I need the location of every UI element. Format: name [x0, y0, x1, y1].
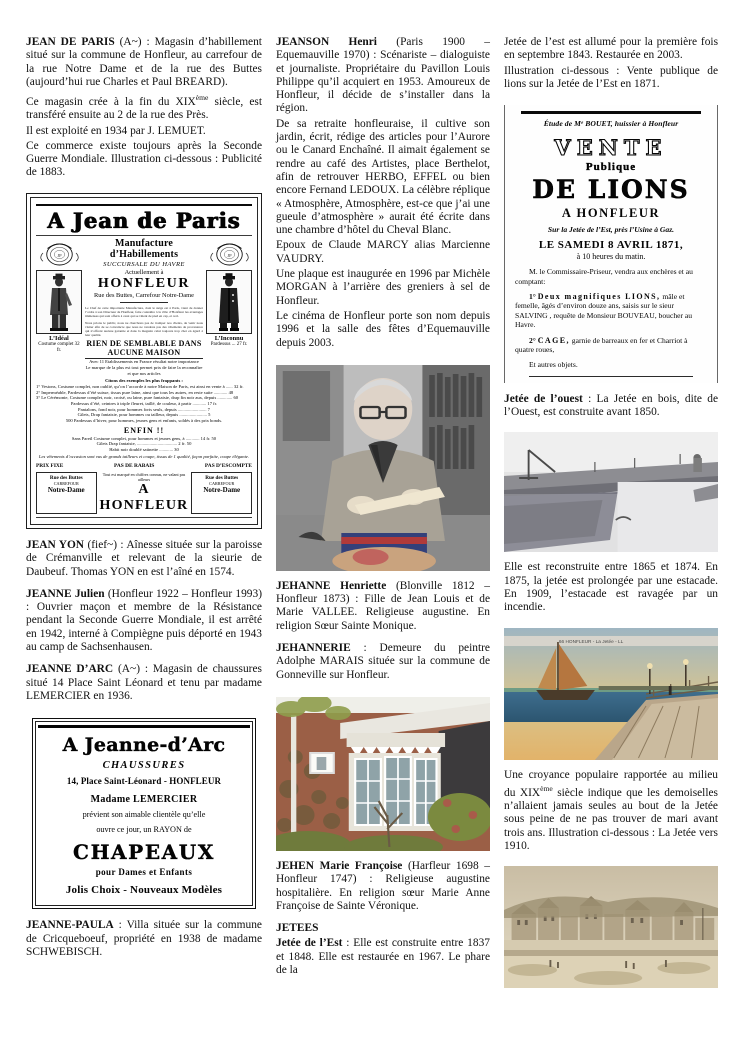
poster-lot-1: [515, 292, 707, 330]
entry-body: Une croyance populaire rapportée au milieu du XIXème siècle indique que les demoiselles n’allaient jamais seules au bout de la Jetée sous peine de ne pas trouver de mari avant trois ans. Illustration ci-dessous : La Jetée vers 1910.: [504, 768, 718, 852]
advert-paragraph-2: Nous prions le public, nous ne cherchons pas de tromper nos clients, de venir nous visiter afin de se convaincre que nous ne vendons pas des vêtements de provenance qui n’offrent aucune garantie et dans la magasin celui toujours trop cher en égard à leur qualité.: [85, 321, 203, 338]
advert-term-pas-descompte: PAS D’ESCOMPTE: [204, 462, 252, 469]
advert-actuellement-line: Actuellement à: [124, 268, 164, 276]
footer-notre-dame: Notre-Dame: [47, 485, 85, 494]
column-middle: [276, 36, 490, 1030]
entry-body: Epoux de Claude MARCY alias Marcienne VAUDRY.: [276, 239, 490, 265]
headword: JEAN DE PARIS: [26, 36, 115, 48]
advert-address: 14, Place Saint-Léonard - HONFLEUR: [66, 776, 222, 787]
entry-jean-de-paris-3: [26, 125, 262, 138]
entry-body: Ce magasin crée à la fin du XIXème siècle, est transféré ensuite au 2 de la rue des Près.: [26, 93, 262, 122]
entry-jean-yon: [26, 539, 262, 579]
entry-jehannerie: [276, 642, 490, 682]
section-heading: JETEES: [276, 922, 319, 935]
advert-manufacture-line: Manufacture d’Habillements: [109, 237, 179, 260]
poster-vente-word: VENTE: [554, 135, 668, 161]
advert-band-heading: RIEN DE SEMBLABLE DANS AUCUNE MAISON: [86, 339, 202, 358]
figure-right-label: L’Inconnu: [214, 334, 244, 342]
divider: [36, 517, 252, 518]
qualifier: (Honfleur 1922 – Honfleur 1993) :: [26, 587, 262, 614]
photo-henri-jeanson: [276, 365, 490, 571]
lot-body: mâle et femelle, âgés d’environ douze ans, saisis sur le sieur SALVING , requête de Monsieur BOUVEAU, boucher au Havre.: [515, 292, 693, 330]
qualifier: (Paris 1900 – Equemauville 1970) :: [276, 36, 490, 62]
advert-audience: pour Dames et Enfants: [95, 867, 193, 878]
advert-footer-middle: [100, 472, 189, 514]
headword: Jetée de l’ouest: [504, 392, 583, 405]
entry-body: Villa située sur la commune de Cricqueboeuf, propriété en 1938 de madame SCHWEBISCH.: [26, 919, 262, 958]
entry-body: Illustration ci-dessous : Vente publique de lions sur la Jetée de l’Est en 1871.: [504, 64, 718, 90]
advert-jean-de-paris: [26, 193, 262, 529]
entry-jeanne-paula: [26, 919, 262, 959]
poster-lot-3: Et autres objets.: [529, 360, 578, 370]
divider: [36, 204, 252, 206]
poster-commissaire-text: M. le Commissaire-Priseur, vendra aux enchères et au comptant:: [515, 267, 693, 286]
advert-price-line-0: 1° Vestons, Costume complet, non oublié, qu’on l’accorde à notre Maison de Paris, est ainsi en vente à ...... 32 fr.: [36, 383, 244, 389]
poster-date: LE SAMEDI 8 AVRIL 1871,: [538, 239, 684, 252]
poster-lot-2: [515, 336, 707, 355]
qualifier: (Blonville 1812 – Honfleur 1873) :: [276, 579, 490, 606]
advert-center-text: [85, 238, 203, 376]
advert-line-1: prévient son aimable clientèle qu’elle: [82, 810, 206, 820]
advert-enfin-line-2: Habit noir doublé satinette ............ 30: [109, 446, 179, 452]
footer-small-note: Tout est marqué en chiffres connus, ne valant pas ailleurs: [102, 471, 186, 482]
poster-publique-word: Publique: [585, 161, 637, 174]
entry-body: Religieuse augustine hospitalière. En religion sœur Marie Anne Françoise de Sainte Véronique.: [276, 873, 490, 912]
advert-title: A Jean de Paris: [47, 207, 241, 233]
headword: JEANNE-PAULA: [26, 919, 114, 932]
advert-price-line-3: Pardessus d’été, ceintres à triple fleuret, taillé, de couleur, à partir ............ 17 fr.: [70, 401, 218, 407]
advert-terms-row: [36, 463, 252, 469]
advert-heading-block: [85, 238, 203, 303]
portrait-photo-icon: [276, 365, 490, 571]
entry-body: Une plaque est inaugurée en 1996 par Michèle MORGAN à l’arrière des greniers à sel de Honfleur.: [276, 268, 490, 307]
lot-number: 2°: [529, 335, 536, 345]
photo-jetee-1910: [504, 866, 718, 988]
advert-tagline: Jolis Choix - Nouveaux Modèles: [65, 884, 223, 897]
entry-jehen-marie-francoise: [276, 860, 490, 913]
divider: [120, 302, 167, 303]
figure-left-sublabel: Costume complet 32 fr.: [38, 341, 80, 353]
figure-right-sublabel: Pardessus ... 27 fr.: [210, 341, 248, 347]
advert-figure-left: [36, 238, 82, 354]
photo-jehannerie: [276, 697, 490, 851]
entry-jean-de-paris-4: [26, 140, 262, 180]
advert-price-line-5: Gilets, Drap fantaisie, pour hommes ou tailleur, depuis ........................ 5: [77, 412, 211, 418]
advert-footer-row: [36, 472, 252, 514]
lot-body: garnie de barreaux en fer et Charriot à quatre roues,: [515, 335, 688, 355]
advert-price-line-6: 500 Pardessus d’hiver, pour hommes, jeunes gens et enfants, soldés à des prix bonds.: [65, 417, 223, 423]
entry-body: Ouvrier maçon et membre de la Résistance pendant la Seconde Guerre Mondiale, il est arrêté en 1942, interné à Compiègne puis déporté en 1943 au camp de Sachsenhausen.: [26, 601, 262, 654]
man-in-overcoat-icon: [207, 271, 251, 333]
entry-jeanson-henri: [276, 36, 490, 116]
qualifier: :: [363, 642, 367, 655]
photo-jetee-voilier: [504, 628, 718, 760]
footer-carrefour: CARREFOUR: [53, 480, 79, 486]
entry-jeanne-julien: [26, 588, 262, 654]
entry-jeanson-5: [276, 310, 490, 350]
advert-inner: [35, 721, 253, 906]
headword: JEAN YON: [26, 538, 85, 551]
medal-crest-icon: [207, 238, 252, 268]
footer-notre-dame: Notre-Dame: [203, 485, 241, 494]
poster-a-honfleur: A HONFLEUR: [561, 206, 661, 221]
sailboat-pier-postcard-icon: [504, 628, 718, 760]
poster-etude-line: Étude de Mᵉ BOUET, huissier à Honfleur: [543, 119, 679, 129]
qualifier: :: [118, 919, 122, 932]
figure-left-label: L’Idéal: [49, 334, 69, 342]
entry-jeanne-d-arc: [26, 663, 262, 703]
entry-body: Aînesse située sur la paroisse de Crémanville et relevant de la sieurie de Daubeuf. Thomas YON en est l’aîné en 1574.: [26, 538, 262, 578]
advert-band-sub: Avec 11 Etablissements en France résultat notre importance: [89, 359, 199, 365]
man-in-suit-icon: [37, 271, 81, 333]
entry-body: Magasin de chaussures situé 14 Place Saint Léonard et tenu par madame LEMERCIER en 1936.: [26, 663, 262, 702]
advert-price-line-2: 3° Le Cérémonie, Costume complet, noir, croisé, ou laine, pure fantaisie, drap fin noir aux, depuis ............. 60: [36, 395, 239, 401]
entry-body: Il est exploité en 1934 par J. LEMUET.: [26, 124, 206, 137]
entry-body: Magasin d’habillement situé sur la commune de Honfleur, au carrefour de la rue Notre Dame et de la rue des Buttes (aujourd’hui rue Charles et Paul BREARD).: [26, 36, 262, 88]
entry-jeanson-3: [276, 239, 490, 266]
lot-title: Deux magnifiques LIONS,: [537, 292, 661, 301]
advert-enfin-heading: ENFIN !!: [123, 425, 165, 435]
ordinal-suffix: ème: [195, 93, 209, 103]
entry-body: Scénariste – dialoguiste et journaliste. Propriétaire du Pavillon Louis Philippe qu’il acquiert en 1953. Amoureux de Honfleur, il décide de s’installer dans la région.: [276, 49, 490, 115]
advert-inner: [30, 197, 258, 525]
footer-carrefour: CARREFOUR: [209, 480, 235, 486]
lot-title: CAGE,: [537, 335, 570, 345]
entry-body: De sa retraite honfleuraise, il cultive son jardin, écrit, rédige des articles pour l’Aurore ou le Canard Enchaîné. Il aimait également se rendre au café des Artistes, place Berthelot, afin de retrouver HERBO, EFFEL ou bien encore Fernand LEDOUX. La célèbre réplique « Atmosphère, Atmosphère, est-ce que j’ai une gueule d’atmosphère » aurait été écrite dans une chambre d’hôtel du Cheval Blanc.: [276, 117, 490, 237]
advert-footnote: Les vêtements d’occasion sont vus de grands tailleurs et coupe, tissus de 1 qualité, façon parfaite, coupe élégante.: [38, 454, 250, 460]
divider: [38, 725, 250, 728]
divider: [36, 235, 252, 236]
advert-address: Rue des Buttes, Carrefour Notre-Dame: [94, 291, 194, 299]
advert-examples-heading: Citons des exemples les plus frappants :: [105, 378, 183, 384]
footer-city: A HONFLEUR: [99, 481, 189, 513]
advert-city: HONFLEUR: [97, 275, 191, 291]
divider: [521, 111, 701, 114]
advert-price-line-4: Pantalons, fond noir, pour hommes forts seuls, depuis ......................... 7: [78, 406, 210, 412]
advert-succursale-line: SUCCURSALE DU HAVRE: [103, 260, 185, 268]
divider: [529, 376, 693, 377]
headword: JEHANNE Henriette: [276, 579, 387, 592]
entry-jetee-de-l-est: [276, 937, 490, 977]
advert-product: CHAPEAUX: [73, 840, 215, 865]
advert-jeanne-d-arc: [32, 718, 256, 909]
qualifier: :: [588, 392, 592, 405]
footer-street: Rue des Buttes: [205, 474, 239, 481]
column-left: [26, 36, 262, 1030]
qualifier: (A~) :: [118, 663, 149, 676]
text-illustration-note: [504, 65, 718, 92]
svg-text:JP: JP: [226, 252, 232, 258]
entry-body: La Jetée en bois, dite de l’Ouest, est construite avant 1850.: [504, 392, 718, 419]
entry-jetee-de-l-ouest: [504, 393, 718, 420]
advert-body-row: [36, 238, 252, 376]
poster-time: à 10 heures du matin.: [576, 252, 646, 262]
ordinal-suffix: ème: [540, 783, 553, 793]
headword: Jetée de l’Est: [276, 937, 343, 950]
sepia-seafront-postcard-icon: [504, 866, 718, 988]
text-jetee-reconstruction: [504, 561, 718, 614]
headword: JEANNE Julien: [26, 587, 105, 600]
entry-jean-de-paris-2: [26, 91, 262, 122]
text-jetee-est-continuation: [504, 36, 718, 63]
advert-enfin-line-0: Sans Pareil Costume complet, pour hommes et jeunes gens, à ............ 14 fr. 50: [71, 435, 217, 441]
advert-title: A Jeanne-d’Arc: [62, 734, 226, 757]
qualifier: (fief~) :: [87, 538, 124, 551]
svg-text:66 HONFLEUR - La Jetée - LL: 66 HONFLEUR - La Jetée - LL: [558, 639, 624, 645]
headword: JEANNE D’ARC: [26, 663, 114, 676]
svg-text:JP: JP: [56, 252, 62, 258]
advert-footer-box-left: [36, 472, 97, 514]
advert-figure-right: [206, 238, 252, 348]
advert-price-line-1: 2° Imperméable, Pardessus d’été suisse, tissus pure laine, ainsi que tous les autres, en reste suite ............ 48: [36, 389, 234, 395]
bw-pier-photo-icon: [504, 432, 718, 552]
entry-jean-de-paris: [26, 36, 262, 89]
entry-jeanson-2: [276, 118, 490, 238]
heading-jetees: [276, 922, 490, 935]
poster-de-lions-word: DE LIONS: [532, 175, 690, 205]
footer-street: Rue des Buttes: [49, 474, 83, 481]
text-croyance-populaire: [504, 769, 718, 854]
column-right: [504, 36, 718, 1030]
entry-body: Fille de Jean Louis et de Marie VALLEE. Religieuse augustine. En religion Sœur Sainte Monique.: [276, 593, 490, 632]
entry-jeanson-4: [276, 268, 490, 308]
photo-jetee-ouest: [504, 432, 718, 552]
entry-body: Le cinéma de Honfleur porte son nom depuis 1996 et la salle des fêtes d’Equemauville depuis 2003.: [276, 309, 490, 349]
advert-paragraph-1: Le Chef de cette importante Manufacture, dont le siège est à Paris, vient de donner l’ordre à son Directeur de Honfleur, faire connaître à la ville d’Honfleur les avantages immenses qui sont offerts à ceux qui se vêtent de pied en cap, et ceci.: [85, 305, 203, 318]
headword: JEHANNERIE: [276, 642, 351, 655]
entry-body: Jetée de l’est est allumé pour la première fois en septembre 1843. Restaurée en 2003.: [504, 36, 718, 62]
entry-body: Elle est construite entre 1837 et 1848. Elle est restaurée en 1967. Le phare de la: [276, 937, 490, 976]
figure-inconnu-illustration: [206, 270, 252, 334]
poster-vente-de-lions: [504, 105, 718, 383]
advert-enfin-line-1: Gilets Drap fantaisie, ................................... 2 fr. 50: [96, 441, 192, 447]
medal-crest-icon: [37, 238, 82, 268]
qualifier: (Harfleur 1698 – Honfleur 1747) :: [276, 859, 490, 886]
entry-body: Ce commerce existe toujours après la Seconde Guerre Mondiale. Illustration ci-dessous : Publicité de 1883.: [26, 139, 262, 179]
qualifier: :: [346, 937, 350, 950]
advert-footer-box-right: [191, 472, 252, 514]
entry-jehanne-henriette: [276, 580, 490, 633]
figure-ideal-illustration: [36, 270, 82, 334]
three-column-layout: [26, 36, 718, 1030]
qualifier: (A~) :: [119, 36, 150, 48]
advert-subtitle: CHAUSSURES: [102, 760, 186, 772]
brick-house-photo-icon: [276, 697, 490, 851]
advert-proprietor: Madame LEMERCIER: [90, 794, 198, 806]
entry-body: Elle est reconstruite entre 1865 et 1874. En 1875, la jetée est prolongée par une estacade. En 1909, l’estacade est ravagée par un incendie.: [504, 561, 718, 614]
advert-band-sub2: Le marque de la plus est tout permet prix de faire la reconnaître et que nos articles: [85, 365, 203, 376]
poster-location: Sur la Jetée de l’Est, près l’Usine à Gaz.: [547, 225, 675, 235]
entry-body: Demeure du peintre Adolphe MARAIS située sur la commune de Gonneville sur Honfleur.: [276, 642, 490, 681]
advert-line-2: ouvre ce jour, un RAYON de: [96, 825, 192, 835]
headword: JEANSON Henri: [276, 36, 377, 48]
advert-term-prix-fixe: PRIX FIXE: [36, 462, 64, 469]
advert-term-pas-de-rabais: PAS DE RABAIS: [113, 462, 155, 469]
lot-number: 1°: [529, 292, 536, 301]
headword: JEHEN Marie Françoise: [276, 859, 403, 872]
